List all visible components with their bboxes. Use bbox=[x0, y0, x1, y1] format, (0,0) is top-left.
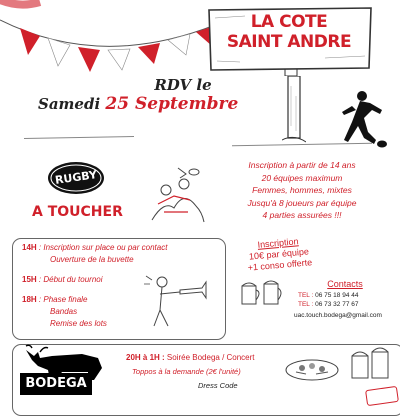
inscription-bonus: +1 conso offerte bbox=[247, 257, 313, 273]
date-highlight: 25 Septembre bbox=[105, 94, 239, 114]
section-divider bbox=[24, 136, 134, 139]
sign-post-icon bbox=[282, 76, 306, 146]
schedule-time: 18H bbox=[22, 295, 37, 304]
evening-line bbox=[126, 353, 255, 362]
schedule-row-14h: 14H : Inscription sur place ou par contact bbox=[22, 243, 168, 252]
dress-code: Dress Code bbox=[198, 381, 238, 390]
inscription-note bbox=[237, 234, 322, 274]
schedule-desc: Inscription sur place ou par contact bbox=[43, 243, 168, 252]
date-prefix: Samedi bbox=[38, 95, 106, 113]
schedule-desc: Ouverture de la buvette bbox=[50, 255, 134, 264]
tel-label: TEL : bbox=[298, 301, 314, 308]
rugby-scrum-sketch-icon bbox=[144, 160, 208, 226]
contact-email[interactable]: uac.touch.bodega@gmail.com bbox=[294, 312, 382, 319]
tel-number[interactable]: 06 75 18 94 44 bbox=[315, 292, 359, 299]
beer-mugs-icon bbox=[346, 344, 396, 382]
schedule-time: 14H bbox=[22, 243, 37, 252]
inscription-title: Inscription bbox=[257, 236, 299, 250]
info-item: 20 équipes maximum bbox=[261, 172, 343, 183]
a-toucher-title: A TOUCHER bbox=[32, 204, 123, 220]
info-list bbox=[212, 159, 392, 222]
schedule-row-18h: 18H : Phase finale bbox=[22, 295, 88, 304]
evening-text: Soirée Bodega / Concert bbox=[164, 353, 255, 362]
contacts-title: Contacts bbox=[327, 279, 363, 289]
schedule-desc: Phase finale bbox=[43, 295, 88, 304]
banda-musician-sketch-icon bbox=[140, 270, 210, 330]
contacts-block bbox=[290, 280, 400, 320]
schedule-desc: Début du tournoi bbox=[43, 275, 103, 284]
sign-line-1: LA COTE bbox=[250, 12, 328, 32]
info-item: Jusqu'à 8 joueurs par équipe bbox=[247, 197, 357, 208]
food-plate-icon bbox=[282, 352, 342, 382]
rugby-player-silhouette-icon bbox=[330, 88, 390, 150]
tel-number[interactable]: 06 73 32 77 67 bbox=[315, 301, 359, 308]
toppos-text: Toppos à la demande (2€ l'unité) bbox=[132, 367, 241, 376]
info-item: 4 parties assurées !!! bbox=[262, 210, 342, 220]
event-date bbox=[38, 94, 238, 114]
rugby-badge-label: RUGBY bbox=[54, 168, 98, 187]
inscription-price: 10€ par équipe bbox=[248, 246, 310, 262]
schedule-row-15h: 15H : Début du tournoi bbox=[22, 275, 103, 284]
info-item: Femmes, hommes, mixtes bbox=[252, 185, 352, 195]
schedule-time: 15H bbox=[22, 275, 37, 284]
contact-tel-2 bbox=[290, 300, 400, 309]
sign-title bbox=[214, 12, 364, 52]
tel-label: TEL : bbox=[298, 292, 314, 299]
schedule-desc: Bandas bbox=[50, 307, 78, 316]
evening-time: 20H à 1H : bbox=[126, 353, 165, 362]
contact-tel-1 bbox=[290, 291, 400, 300]
rdv-label: RDV le bbox=[154, 76, 212, 94]
sign-line-2: SAINT ANDRE bbox=[226, 32, 352, 52]
bodega-badge: BODEGA bbox=[20, 373, 92, 395]
beer-mugs-icon bbox=[238, 278, 288, 308]
schedule-desc: Remise des lots bbox=[50, 319, 107, 328]
info-item: Inscription à partir de 14 ans bbox=[248, 160, 356, 170]
